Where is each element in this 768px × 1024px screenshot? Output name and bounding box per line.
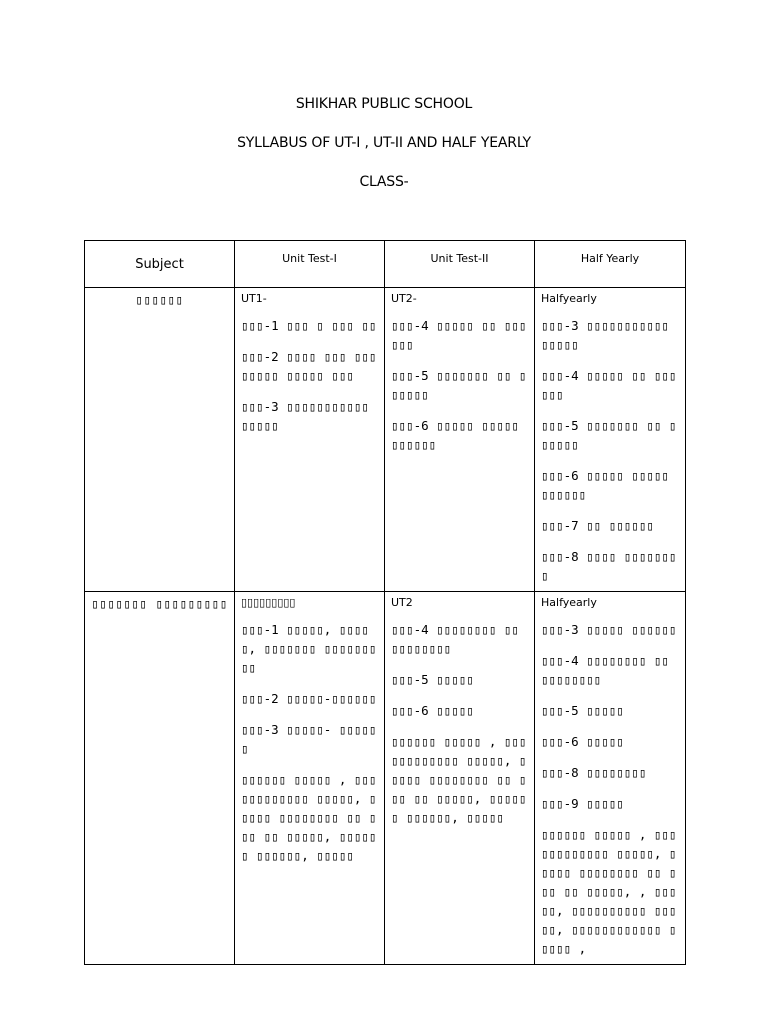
- syllabus-item: ▯▯▯-4 ▯▯▯▯▯ ▯▯ ▯▯▯▯▯▯: [541, 368, 677, 402]
- syllabus-item: ▯▯▯-4 ▯▯▯▯▯▯▯▯ ▯▯ ▯▯▯▯▯▯▯▯: [391, 622, 519, 656]
- syllabus-item: ▯▯▯-3 ▯▯▯▯▯ ▯▯▯▯▯▯: [541, 622, 677, 637]
- ut1-cell: [235, 288, 385, 592]
- cell-label: Halfyearly: [541, 596, 597, 609]
- hy-cell: [535, 592, 686, 965]
- syllabus-item: ▯▯▯-2 ▯▯▯▯ ▯▯▯ ▯▯▯▯▯▯▯▯ ▯▯▯▯▯ ▯▯▯: [241, 349, 377, 383]
- syllabus-item: ▯▯▯-6 ▯▯▯▯▯: [391, 703, 474, 718]
- school-name: SHIKHAR PUBLIC SCHOOL: [295, 96, 473, 112]
- cell-label: UT2: [391, 596, 413, 609]
- cell-label: Halfyearly: [541, 292, 597, 305]
- syllabus-title: SYLLABUS OF UT-I , UT-II AND HALF YEARLY: [237, 135, 531, 151]
- table-row: [85, 592, 686, 965]
- syllabus-item: ▯▯▯-8 ▯▯▯▯▯▯▯▯: [541, 765, 647, 780]
- column-header-unit-test-2: Unit Test-II: [385, 241, 535, 288]
- column-header-subject: Subject: [85, 241, 235, 288]
- syllabus-item: ▯▯▯▯▯▯ ▯▯▯▯▯ , ▯▯▯▯▯▯▯▯▯▯▯▯ ▯▯▯▯▯, ▯▯▯▯▯ ▯▯▯▯▯▯▯▯ ▯▯ ▯▯▯ ▯▯ ▯▯▯▯▯, ▯▯▯▯▯▯ ▯▯▯▯▯▯, ▯▯▯▯▯: [391, 734, 527, 825]
- syllabus-item: ▯▯▯-2 ▯▯▯▯▯-▯▯▯▯▯▯: [241, 691, 377, 706]
- syllabus-item: ▯▯▯-1 ▯▯▯▯▯, ▯▯▯▯▯, ▯▯▯▯▯▯▯ ▯▯▯▯▯▯▯▯▯: [241, 622, 377, 675]
- subject-cell: ▯▯▯▯▯▯▯ ▯▯▯▯▯▯▯▯▯: [85, 592, 235, 965]
- cell-label: ▯▯▯▯▯▯▯▯▯: [241, 596, 296, 609]
- syllabus-item: ▯▯▯-4 ▯▯▯▯▯ ▯▯ ▯▯▯▯▯▯: [391, 318, 527, 352]
- cell-label: UT1-: [241, 292, 267, 305]
- ut2-cell: [385, 592, 535, 965]
- syllabus-item: ▯▯▯-3 ▯▯▯▯▯▯▯▯▯▯▯ ▯▯▯▯▯: [241, 399, 369, 433]
- column-header-half-yearly: Half Yearly: [535, 241, 686, 288]
- class-label: CLASS-: [359, 174, 409, 190]
- syllabus-item: ▯▯▯-8 ▯▯▯▯ ▯▯▯▯▯▯▯▯: [541, 549, 677, 583]
- ut1-cell: [235, 592, 385, 965]
- syllabus-item: ▯▯▯▯▯▯ ▯▯▯▯▯ , ▯▯▯▯▯▯▯▯▯▯▯▯ ▯▯▯▯▯, ▯▯▯▯▯ ▯▯▯▯▯▯▯▯ ▯▯ ▯▯▯ ▯▯ ▯▯▯▯▯, , ▯▯▯▯▯, ▯▯▯▯▯▯▯▯▯▯ ▯▯▯▯▯, ▯▯▯▯▯▯▯▯▯▯▯▯ ▯▯▯▯▯ ,: [541, 827, 677, 956]
- ut2-cell: [385, 288, 535, 592]
- hy-cell: [535, 288, 686, 592]
- syllabus-item: ▯▯▯▯▯▯ ▯▯▯▯▯ , ▯▯▯▯▯▯▯▯▯▯▯▯ ▯▯▯▯▯, ▯▯▯▯▯ ▯▯▯▯▯▯▯▯ ▯▯ ▯▯▯ ▯▯ ▯▯▯▯▯, ▯▯▯▯▯▯ ▯▯▯▯▯▯, ▯▯▯▯▯: [241, 772, 377, 863]
- syllabus-item: ▯▯▯-3 ▯▯▯▯▯▯▯▯▯▯▯ ▯▯▯▯▯: [541, 318, 669, 352]
- syllabus-item: ▯▯▯-6 ▯▯▯▯▯ ▯▯▯▯▯ ▯▯▯▯▯▯: [541, 468, 669, 502]
- cell-label: UT2-: [391, 292, 417, 305]
- syllabus-item: ▯▯▯-5 ▯▯▯▯▯▯▯ ▯▯ ▯▯▯▯▯▯: [541, 418, 677, 452]
- table-row: [85, 288, 686, 592]
- syllabus-item: ▯▯▯-5 ▯▯▯▯▯▯▯ ▯▯ ▯▯▯▯▯▯: [391, 368, 527, 402]
- syllabus-item: ▯▯▯-4 ▯▯▯▯▯▯▯▯ ▯▯ ▯▯▯▯▯▯▯▯: [541, 653, 669, 687]
- syllabus-item: ▯▯▯-3 ▯▯▯▯▯- ▯▯▯▯▯▯: [241, 722, 377, 756]
- syllabus-table: [84, 240, 686, 965]
- syllabus-item: ▯▯▯-1 ▯▯▯ ▯ ▯▯▯ ▯▯: [241, 318, 377, 333]
- syllabus-item: ▯▯▯-5 ▯▯▯▯▯: [391, 672, 474, 687]
- syllabus-item: ▯▯▯-7 ▯▯ ▯▯▯▯▯▯: [541, 518, 654, 533]
- syllabus-item: ▯▯▯-6 ▯▯▯▯▯ ▯▯▯▯▯ ▯▯▯▯▯▯: [391, 418, 519, 452]
- table-header-row: [85, 241, 686, 288]
- syllabus-item: ▯▯▯-5 ▯▯▯▯▯: [541, 703, 624, 718]
- column-header-unit-test-1: Unit Test-I: [235, 241, 385, 288]
- syllabus-item: ▯▯▯-9 ▯▯▯▯▯: [541, 796, 624, 811]
- syllabus-item: ▯▯▯-6 ▯▯▯▯▯: [541, 734, 624, 749]
- subject-cell: ▯▯▯▯▯▯: [85, 288, 235, 592]
